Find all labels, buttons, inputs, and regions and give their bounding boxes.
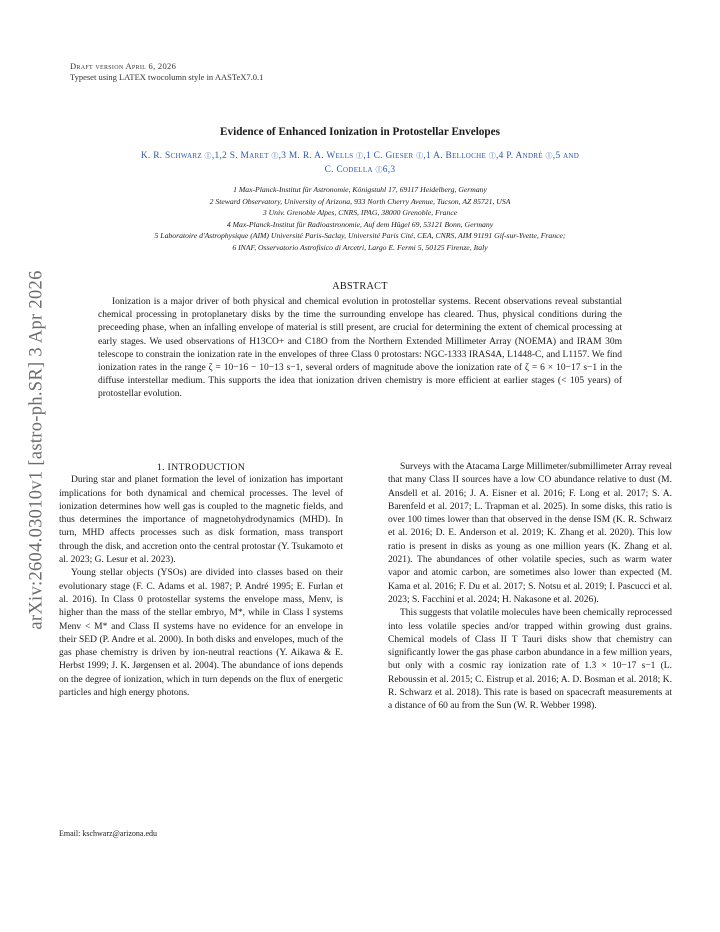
paragraph: During star and planet formation the level of ionization has important implications for both dynamical and chemical processes. The level of ionization determines how well gas is coupled to the magnetic fields, and thus determines the importance of magnetohydrodynamics (MHD). In turn, MHD affects processes such as disk formation, mass transport through the disk, and accretion onto the central protostar (Y. Tsukamoto et al. 2023; G. Lesur et al. 2023). xyxy=(59,475,343,566)
author-line-1[interactable]: K. R. Schwarz ⓘ,1,2 S. Maret ⓘ,3 M. R. A. Wells ⓘ,1 C. Gieser ⓘ,1 A. Belloche ⓘ,4 P. André ⓘ,5 and xyxy=(140,151,580,161)
paper-title: Evidence of Enhanced Ionization in Protostellar Envelopes xyxy=(220,126,500,138)
affiliation: 4 Max-Planck-Institut für Radioastronomie, Auf dem Hügel 69, 53121 Bonn, Germany xyxy=(226,219,494,229)
affiliation: 5 Laboratoire d'Astrophysique (AIM) Université Paris-Saclay, Université Paris Cité, CEA, CNRS, AIM 91191 Gif-sur-Yvette, France; xyxy=(154,231,566,240)
affiliation: 3 Univ. Grenoble Alpes, CNRS, IPAG, 38000 Grenoble, France xyxy=(262,208,458,217)
affiliation: 6 INAF, Osservatorio Astrofisico di Arcetri, Largo E. Fermi 5, 50125 Firenze, Italy xyxy=(232,242,488,252)
section-heading-introduction: 1. INTRODUCTION xyxy=(156,462,246,473)
draft-version-line: Draft version April 6, 2026 xyxy=(70,61,177,71)
left-column xyxy=(59,461,343,700)
affiliation: 2 Steward Observatory, University of Arizona, 933 North Cherry Avenue, Tucson, AZ 85721, USA xyxy=(209,196,511,206)
right-column xyxy=(388,461,672,714)
affiliation: 1 Max-Planck-Institut für Astronomie, Königstuhl 17, 69117 Heidelberg, Germany xyxy=(233,185,487,194)
paragraph: Surveys with the Atacama Large Millimeter/submillimeter Array reveal that many Class II sources have a low CO abundance relative to dust (M. Ansdell et al. 2016; J. A. Eisner et al. 2016; F. Long et al. 2017; S. A. Barenfeld et al. 2017; L. Trapman et al. 2025). In some disks, this ratio is over 100 times lower than that observed in the dense ISM (K. R. Schwarz et al. 2016; D. E. Anderson et al. 2019; K. Zhang et al. 2020). This low ratio is present in disks as young as one million years (K. Zhang et al. 2021). The abundances of other volatile species, such as warm water vapor and atomic carbon, are sometimes also lower than expected (M. Kama et al. 2016; F. Du et al. 2017; S. Notsu et al. 2019; I. Pascucci et al. 2023; S. Facchini et al. 2024; H. Nakasone et al. 2026). xyxy=(388,462,672,605)
paragraph: This suggests that volatile molecules have been chemically reprocessed into less volatile species and/or trapped within growing dust grains. Chemical models of Class II T Tauri disks show that chemistry can significantly lower the gas phase carbon abundance in a few million years, but only with a cosmic ray ionization rate of 1.3 × 10−17 s−1 (L. Reboussin et al. 2015; C. Eistrup et al. 2016; A. D. Bosman et al. 2018; K. R. Schwarz et al. 2018). This rate is based on spacecraft measurements at a distance of 60 au from the Sun (W. R. Webber 1998). xyxy=(388,608,672,712)
draft-header xyxy=(70,61,263,83)
abstract-heading: ABSTRACT xyxy=(332,281,388,292)
affiliations xyxy=(40,184,680,253)
arxiv-identifier: arXiv:2604.03010v1 [astro-ph.SR] 3 Apr 2026 xyxy=(26,270,47,630)
author-list xyxy=(60,150,660,177)
paragraph: Young stellar objects (YSOs) are divided into classes based on their evolutionary stage (F. C. Adams et al. 1987; P. André 1995; E. Furlan et al. 2016). In Class 0 protostellar systems the envelope mass, Menv, is higher than the mass of the stellar embryo, M*, while in Class I systems Menv < M* and Class II systems have no evidence for an envelope in their SED (P. Andre et al. 2000). In both disks and envelopes, much of the gas phase chemistry is driven by ion-neutral reactions (Y. Aikawa & E. Herbst 1999; J. K. Jørgensen et al. 2004). The abundance of ions depends on the degree of ionization, which in turn depends on the flux of energetic particles and high energy photons. xyxy=(59,568,343,699)
arxiv-sidebar xyxy=(22,235,52,665)
abstract-text: Ionization is a major driver of both physical and chemical evolution in protostellar systems. Recent observations reveal substantial chemical processing in protoplanetary disks by the time the surrounding envelope has cleared. Thus, physical conditions during the preceeding phase, when an infalling envelope of material is still present, are crucial for determining the extent of chemical processing at early stages. We used observations of H13CO+ and C18O from the Northern Extended Millimeter Array (NOEMA) and IRAM 30m telescope to constrain the ionization rate in the envelopes of three Class 0 protostars: NGC-1333 IRAS4A, L1448-C, and L1157. We find ionization rates in the range ζ = 10−16 − 10−13 s−1, several orders of magnitude above the ionization rate of ζ = 6 × 10−17 s−1 in the diffuse interstellar medium. This supports the idea that ionization driven chemistry is more efficient at earlier stages (< 105 years) of protostellar evolution. xyxy=(98,297,622,400)
typeset-line: Typeset using LATEX twocolumn style in AASTeX7.0.1 xyxy=(70,72,264,82)
email-footnote[interactable]: Email: kschwarz@arizona.edu xyxy=(59,829,157,838)
author-line-2[interactable]: C. Codella ⓘ6,3 xyxy=(324,164,396,175)
